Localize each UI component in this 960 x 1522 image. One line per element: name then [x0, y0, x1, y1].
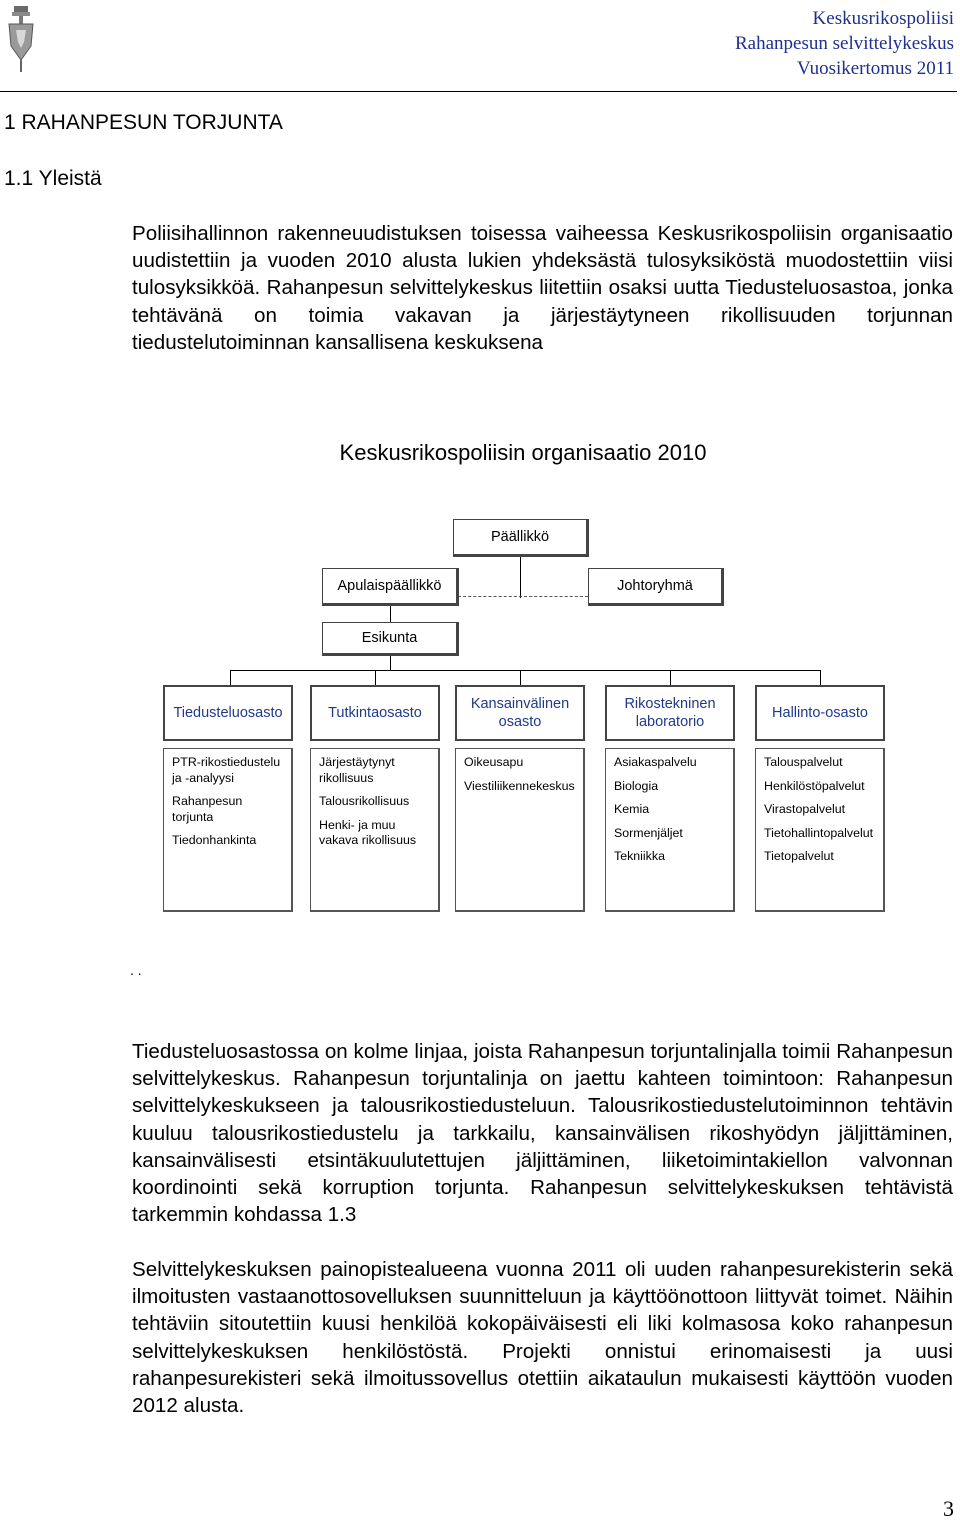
body-paragraph: Tiedusteluosastossa on kolme linjaa, joista Rahanpesun torjuntalinjalla toimii Rahanpesun selvittelykeskus. Rahanpesun torjuntalinja on jaettu kahteen toimintoon: Rahanpesun selvittelykeskukseen ja talousrikostiedusteluun. Talousrikostiedustelutoiminnon tehtävin kuuluu talousrikostiedustelu ja tarkkailu, kansainvälisen rikoshyödyn jäljittäminen, kansainvälisesti etsintäkuulutettujen jäljittäminen, liiketoimintakiellon valvonnan koordinointi sekä korruption torjunta. Rahanpesun selvittelykeskuksen tehtävistä tarkemmin kohdassa 1.3 — [132, 1040, 953, 1227]
connector-dashed — [458, 596, 588, 597]
page-number: 3 — [943, 1496, 954, 1521]
unit-item: Kemia — [614, 802, 650, 816]
header-organization: Keskusrikospoliisi — [812, 8, 954, 29]
dept-units-kansainvalinen-osasto — [455, 748, 585, 912]
body-paragraph: Selvittelykeskuksen painopistealueena vuonna 2011 oli uuden rahanpesurekisterin sekä ilmoitusten vastaanottosovelluksen suunnitteluun ja käyttöönottoon liittyvät toimet. Näihin tehtäviin sitoutettiin kuusi henkilöä kokopäiväisesti eli liki kolmasosa koko rahanpesun selvittelykeskuksen henkilöstöstä. Projekti onnistui erinomaisesti ja uusi rahanpesurekisteri sekä ilmoitussovellus otettiin aikataulun mukaisesti käyttöön vuoden 2012 alusta. — [132, 1258, 953, 1418]
unit-item: Biologia — [614, 778, 659, 793]
intro-paragraph: Poliisihallinnon rakenneuudistuksen toisessa vaiheessa Keskusrikospoliisin organisaatio uudistettiin ja vuoden 2010 alusta lukien yhdeksästä tulosyksiköstä muodostettiin viisi tulosyksikköä. Rahanpesun selvittelykeskus liitettiin osaksi uutta Tiedusteluosastoa, jonka tehtävänä on toimia vakavan ja järjestäytyneen rikollisuuden torjunnan tiedustelutoiminnan kansallisena keskuksena — [132, 222, 953, 354]
org-chief: Päällikkö — [453, 519, 589, 557]
dept-tutkintaosasto: Tutkintaosasto — [310, 685, 440, 741]
document-header — [735, 6, 954, 81]
unit-item: Rahanpesun torjunta — [172, 794, 243, 824]
unit-item: PTR-rikostiedustelu ja -analyysi — [172, 755, 281, 785]
unit-item: Sormenjäljet — [614, 825, 683, 840]
connector-line — [230, 670, 820, 671]
unit-item: Henkilöstöpalvelut — [764, 778, 865, 793]
header-rule — [0, 91, 957, 92]
org-staff: Esikunta — [322, 622, 459, 656]
unit-item: Tietohallintopalvelut — [764, 825, 874, 840]
connector-line — [520, 556, 521, 598]
unit-item: Oikeusapu — [464, 755, 524, 769]
unit-item: Henki- ja muu vakava rikollisuus — [319, 817, 417, 847]
dept-tiedusteluosasto: Tiedusteluosasto — [163, 685, 293, 741]
unit-item: Tiedonhankinta — [172, 833, 257, 847]
police-lion-emblem-icon — [4, 4, 38, 74]
connector-line — [390, 655, 391, 671]
unit-item: Tekniikka — [614, 849, 665, 863]
unit-item: Järjestäytynyt rikollisuus — [319, 755, 395, 785]
stray-mark: . . — [130, 962, 142, 978]
dept-units-rikostekninen-laboratorio — [605, 748, 735, 912]
chapter-heading: 1 RAHANPESUN TORJUNTA — [4, 111, 283, 134]
header-report: Vuosikertomus 2011 — [796, 58, 954, 79]
connector-line — [375, 670, 376, 686]
unit-item: Talousrikollisuus — [319, 794, 410, 808]
dept-units-hallinto-osasto — [755, 748, 885, 912]
dept-units-tiedusteluosasto — [163, 748, 293, 912]
unit-item: Viestiliikennekeskus — [464, 778, 575, 793]
org-board: Johtoryhmä — [588, 568, 724, 606]
dept-units-tutkintaosasto — [310, 748, 440, 912]
connector-line — [230, 670, 231, 686]
org-deputy: Apulaispäällikkö — [322, 568, 459, 606]
dept-hallinto-osasto: Hallinto-osasto — [755, 685, 885, 741]
section-heading: 1.1 Yleistä — [4, 167, 102, 190]
unit-item: Talouspalvelut — [764, 755, 843, 769]
dept-kansainvalinen-osasto: Kansainvälinen osasto — [455, 685, 585, 741]
connector-line — [670, 670, 671, 686]
connector-line — [820, 670, 821, 686]
unit-item: Virastopalvelut — [764, 802, 846, 816]
org-chart-title: Keskusrikospoliisin organisaatio 2010 — [339, 440, 707, 465]
dept-rikostekninen-laboratorio: Rikostekninen laboratorio — [605, 685, 735, 741]
connector-line — [520, 670, 521, 686]
unit-item: Tietopalvelut — [764, 849, 834, 863]
header-unit: Rahanpesun selvittelykeskus — [735, 33, 954, 54]
unit-item: Asiakaspalvelu — [614, 755, 697, 769]
